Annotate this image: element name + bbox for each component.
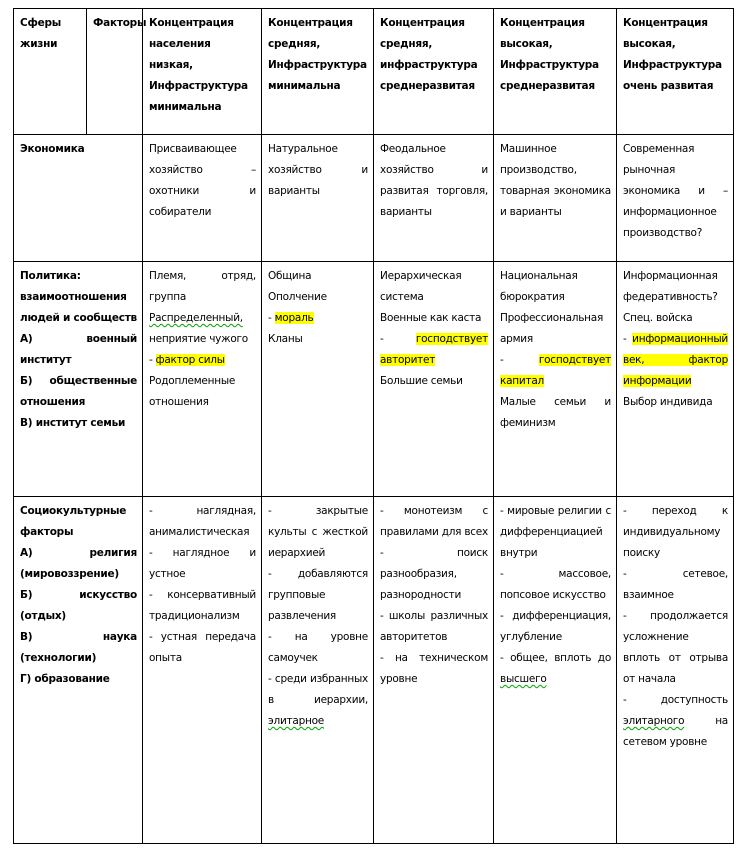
economy-cell-3: [374, 135, 494, 262]
row-label: Социокультурные факторы: [20, 505, 127, 538]
row-sublabel: А) военный институт: [20, 333, 137, 366]
economy-cell-4: [494, 135, 617, 262]
paragraph: [268, 308, 368, 329]
comparison-table: [13, 8, 734, 844]
text-run: Ополчение: [268, 291, 327, 303]
text-run: - наглядное и устное: [149, 547, 256, 580]
text-run: - среди избранных в иерархии,: [268, 673, 368, 706]
paragraph: [149, 585, 256, 627]
politics-cell-5: [617, 262, 734, 497]
paragraph: [380, 543, 488, 606]
socio-cell-3: [374, 497, 494, 844]
row-politics: [14, 262, 734, 497]
text-run: - продолжается усложнение вплоть от отрыва от начала: [623, 610, 728, 685]
economy-cell-5: [617, 135, 734, 262]
paragraph: [500, 564, 611, 606]
socio-cell-4: [494, 497, 617, 844]
politics-cell-4: [494, 262, 617, 497]
text-run: - школы различных авторитетов: [380, 610, 488, 643]
header-text: Концентрация высокая, Инфраструктура очень развитая: [623, 17, 722, 92]
paragraph: [380, 501, 488, 543]
socio-label-cell: [14, 497, 143, 844]
text-run: - добавляются групповые развлечения: [268, 568, 368, 622]
text-run: - наглядная, анималистическая: [149, 505, 256, 538]
row-sublabel: В) наука (технологии): [20, 631, 137, 664]
row-label: Экономика: [20, 143, 85, 155]
text-run: - закрытые культы с жесткой иерархией: [268, 505, 368, 559]
highlighted-text-run: господствует капитал: [500, 354, 611, 387]
text-run: Малые семьи и феминизм: [500, 396, 611, 429]
socio-cell-5: [617, 497, 734, 844]
text-run: - на техническом уровне: [380, 652, 488, 685]
header-text: Факторы: [93, 17, 147, 29]
paragraph: [500, 308, 611, 350]
text-run: - сетевое, взаимное: [623, 568, 728, 601]
text-run: Военные как каста: [380, 312, 482, 324]
paragraph: [149, 627, 256, 669]
paragraph: Присваивающее хозяйство – охотники и собиратели: [149, 143, 256, 218]
politics-cell-3: [374, 262, 494, 497]
paragraph: Современная рыночная экономика и – информационное производство?: [623, 143, 728, 239]
text-run: - массовое, попсовое искусство: [500, 568, 611, 601]
text-run: Выбор индивида: [623, 396, 713, 408]
header-text: Сферы жизни: [20, 17, 62, 50]
row-sublabel: В) институт семьи: [20, 417, 126, 429]
text-run: Национальная бюрократия: [500, 270, 578, 303]
paragraph: [623, 329, 728, 392]
paragraph: [500, 648, 611, 690]
header-cell-stage-4: [494, 9, 617, 135]
economy-cell-2: [262, 135, 374, 262]
header-text: Концентрация средняя, инфраструктура среднеразвитая: [380, 17, 478, 92]
text-run: - переход к индивидуальному поиску: [623, 505, 728, 559]
paragraph: Натуральное хозяйство и варианты: [268, 143, 368, 197]
text-run: -: [500, 354, 539, 366]
text-run: Родоплеменные отношения: [149, 375, 236, 408]
paragraph: [268, 501, 368, 564]
header-cell-spheres: [14, 9, 87, 135]
paragraph: [500, 350, 611, 392]
row-sublabel: А) религия (мировоззрение): [20, 547, 137, 580]
paragraph: [149, 501, 256, 543]
text-run: Иерархическая система: [380, 270, 462, 303]
spellcheck-flagged-text-run: элитарное: [268, 715, 325, 727]
paragraph: [149, 308, 256, 350]
paragraph: [149, 266, 256, 308]
paragraph: [268, 627, 368, 669]
row-economy: [14, 135, 734, 262]
paragraph: [268, 266, 368, 287]
header-row: [14, 9, 734, 135]
paragraph: [149, 371, 256, 413]
paragraph: [268, 564, 368, 627]
politics-cell-2: [262, 262, 374, 497]
paragraph: Машинное производство, товарная экономика и варианты: [500, 143, 611, 218]
text-run: Община: [268, 270, 312, 282]
politics-cell-1: [143, 262, 262, 497]
header-cell-stage-3: [374, 9, 494, 135]
header-cell-stage-2: [262, 9, 374, 135]
header-cell-stage-5: [617, 9, 734, 135]
economy-label-cell: [14, 135, 143, 262]
text-run: -: [380, 333, 416, 345]
economy-cell-1: [143, 135, 262, 262]
socio-cell-2: [262, 497, 374, 844]
spellcheck-flagged-text-run: элитарного: [623, 715, 685, 727]
header-cell-stage-1: [143, 9, 262, 135]
paragraph: [623, 266, 728, 308]
header-text: Концентрация высокая, Инфраструктура среднеразвитая: [500, 17, 599, 92]
politics-label-cell: [14, 262, 143, 497]
row-sublabel: Г) образование: [20, 673, 110, 685]
text-run: - общее, вплоть до: [500, 652, 611, 664]
header-text: Концентрация средняя, Инфраструктура минимальна: [268, 17, 367, 92]
text-run: неприятие чужого: [149, 333, 248, 345]
paragraph: [380, 266, 488, 308]
socio-cell-1: [143, 497, 262, 844]
text-run: Спец. войска: [623, 312, 693, 324]
highlighted-text-run: господствует авторитет: [380, 333, 488, 366]
paragraph: [623, 392, 728, 413]
paragraph: [380, 648, 488, 690]
paragraph: [380, 308, 488, 329]
text-run: - поиск разнообразия, разнородности: [380, 547, 488, 601]
text-run: - дифференциация, углубление: [500, 610, 611, 643]
text-run: -: [149, 354, 156, 366]
paragraph: [149, 350, 256, 371]
highlighted-text-run: информационный век, фактор информации: [623, 333, 728, 387]
paragraph: [380, 329, 488, 371]
paragraph: [380, 606, 488, 648]
paragraph: [380, 371, 488, 392]
row-label: Политика: взаимоотношения людей и сообществ: [20, 270, 137, 324]
paragraph: [500, 392, 611, 434]
paragraph: [149, 543, 256, 585]
text-run: -: [623, 333, 633, 345]
paragraph: [623, 501, 728, 564]
paragraph: [623, 564, 728, 606]
text-run: на сетевом уровне: [623, 715, 728, 748]
header-cell-factors: [87, 9, 147, 135]
row-socioculture: [14, 497, 734, 844]
text-run: - на уровне самоучек: [268, 631, 368, 664]
text-run: Племя, отряд, группа: [149, 270, 256, 303]
paragraph: Феодальное хозяйство и развитая торговля, варианты: [380, 143, 488, 218]
text-run: - консервативный традиционализм: [149, 589, 256, 622]
text-run: - монотеизм с правилами для всех: [380, 505, 488, 538]
header-text: Концентрация населения низкая, Инфраструктура минимальна: [149, 17, 248, 113]
text-run: Кланы: [268, 333, 303, 345]
text-run: Профессиональная армия: [500, 312, 604, 345]
paragraph: [268, 329, 368, 350]
row-sublabel: Б) общественные отношения: [20, 375, 137, 408]
paragraph: [268, 669, 368, 732]
row-sublabel: Б) искусство (отдых): [20, 589, 137, 622]
text-run: Информационная федеративность?: [623, 270, 718, 303]
paragraph: [500, 266, 611, 308]
highlighted-text-run: фактор силы: [155, 354, 225, 366]
text-run: - устная передача опыта: [149, 631, 256, 664]
paragraph: [500, 606, 611, 648]
text-run: -: [268, 312, 275, 324]
text-run: Большие семьи: [380, 375, 463, 387]
spellcheck-flagged-text-run: Распределенный,: [149, 312, 243, 324]
text-run: - доступность: [623, 694, 728, 706]
paragraph: [500, 501, 611, 564]
paragraph: [623, 690, 728, 753]
paragraph: [623, 308, 728, 329]
text-run: - мировые религии с дифференциацией внутри: [500, 505, 611, 559]
spellcheck-flagged-text-run: высшего: [500, 673, 547, 685]
paragraph: [268, 287, 368, 308]
highlighted-text-run: мораль: [274, 312, 314, 324]
paragraph: [623, 606, 728, 690]
